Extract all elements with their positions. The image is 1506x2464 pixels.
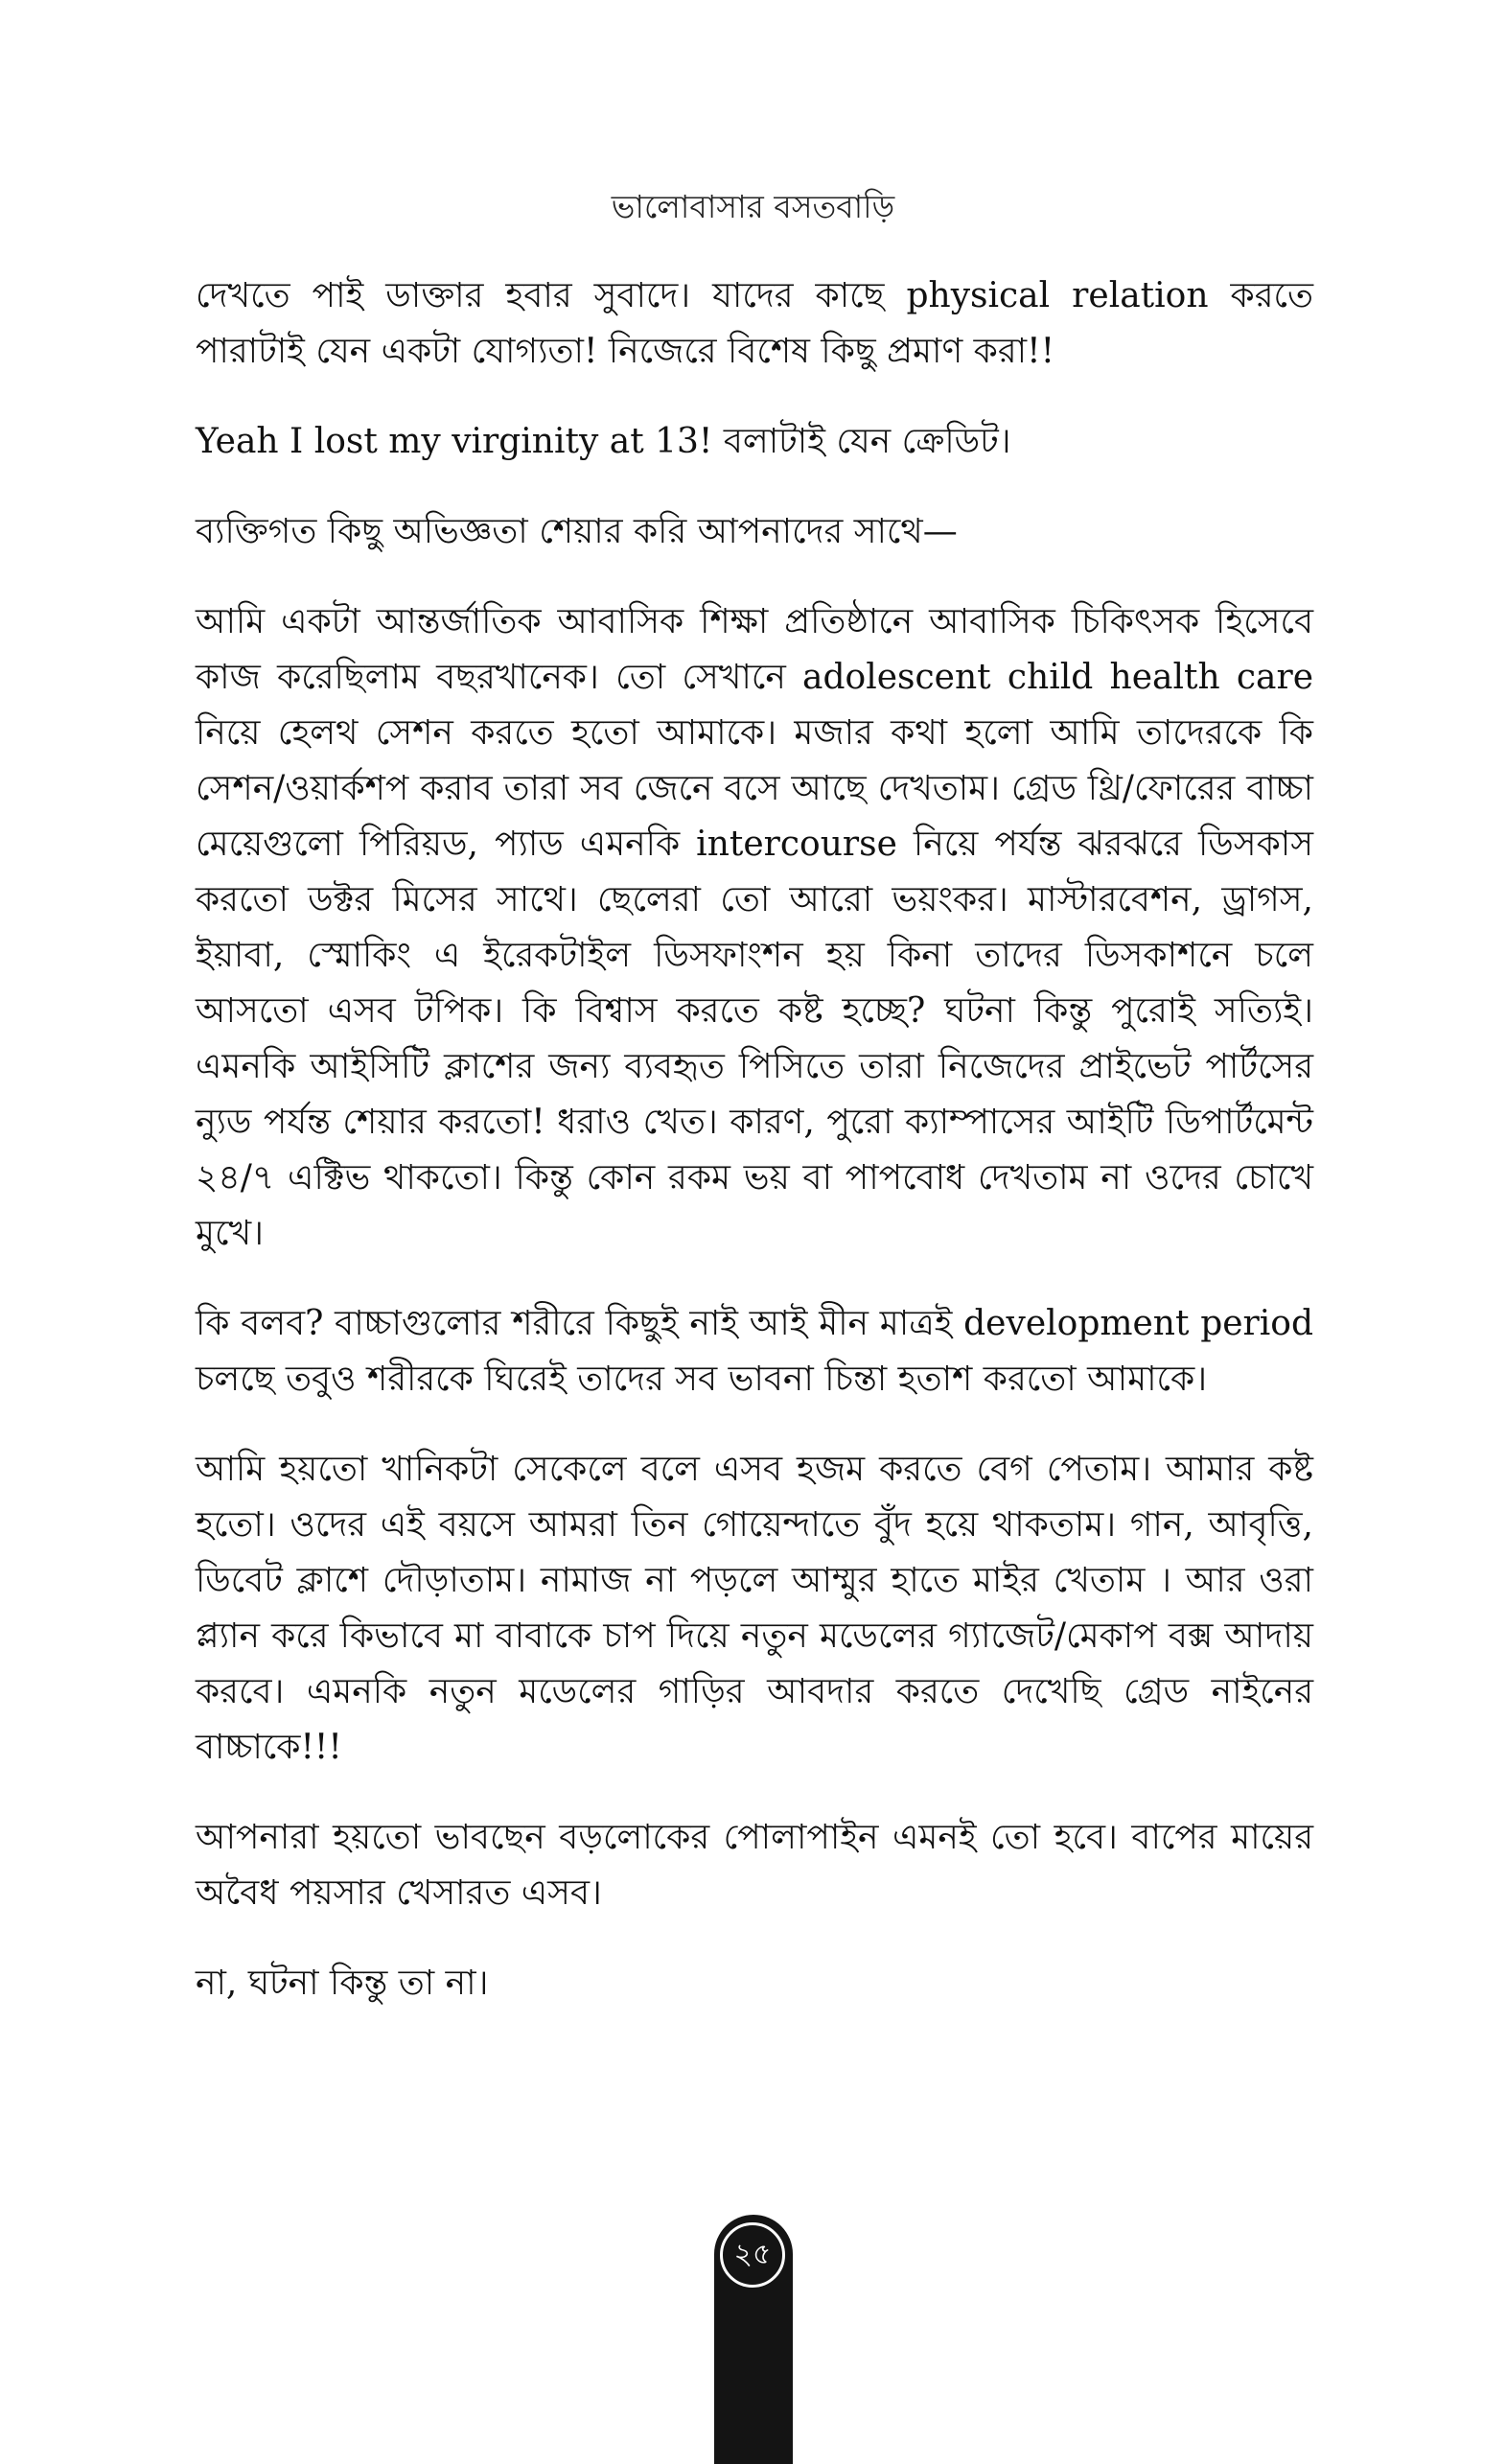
page-number: ২৫ xyxy=(733,2238,772,2271)
paragraph-5: কি বলব? বাচ্চাগুলোর শরীরে কিছুই নাই আই মীন মাত্রই development period চলছে তবুও শরীরকে ঘিরেই তাদের সব ভাবনা চিন্তা হতাশ করতো আমাকে। xyxy=(196,1304,1313,1399)
body-text xyxy=(196,268,1313,2046)
page-number-badge xyxy=(720,2222,785,2288)
paragraph-8: না, ঘটনা কিন্তু তা না। xyxy=(196,1964,489,2003)
paragraph-6: আমি হয়তো খানিকটা সেকেলে বলে এসব হজম করতে বেগ পেতাম। আমার কষ্ট হতো। ওদের এই বয়সে আমরা তিন গোয়েন্দাতে বুঁদ হয়ে থাকতাম। গান, আবৃত্তি, ডিবেট ক্লাশে দৌড়াতাম। নামাজ না পড়লে আম্মুর হাতে মাইর খেতাম । আর ওরা প্ল্যান করে কিভাবে মা বাবাকে চাপ দিয়ে নতুন মডেলের গ্যাজেট/মেকাপ বক্স আদায় করবে। এমনকি নতুন মডেলের গাড়ির আবদার করতে দেখেছি গ্রেড নাইনের বাচ্চাকে!!! xyxy=(196,1450,1313,1767)
paragraph-1: দেখতে পাই ডাক্তার হবার সুবাদে। যাদের কাছে physical relation করতে পারাটাই যেন একটা যোগ্যতা! নিজেরে বিশেষ কিছু প্রমাণ করা!! xyxy=(196,276,1313,371)
paragraph-4: আমি একটা আন্তর্জাতিক আবাসিক শিক্ষা প্রতিষ্ঠানে আবাসিক চিকিৎসক হিসেবে কাজ করেছিলাম বছরখানেক। তো সেখানে adolescent child health care নিয়ে হেলথ সেশন করতে হতো আমাকে। মজার কথা হলো আমি তাদেরকে কি সেশন/ওয়ার্কশপ করাব তারা সব জেনে বসে আছে দেখতাম। গ্রেড থ্রি/ফোরের বাচ্চা মেয়েগুলো পিরিয়ড, প্যাড এমনকি intercourse নিয়ে পর্যন্ত ঝরঝরে ডিসকাস করতো ডক্টর মিসের সাথে। ছেলেরা তো আরো ভয়ংকর। মাস্টারবেশন, ড্রাগস, ইয়াবা, স্মোকিং এ ইরেকটাইল ডিসফাংশন হয় কিনা তাদের ডিসকাশনে চলে আসতো এসব টপিক। কি বিশ্বাস করতে কষ্ট হচ্ছে? ঘটনা কিন্তু পুরোই সত্যিই। এমনকি আইসিটি ক্লাশের জন্য ব্যবহৃত পিসিতে তারা নিজেদের প্রাইভেট পার্টসের ন্যুড পর্যন্ত শেয়ার করতো! ধরাও খেত। কারণ, পুরো ক্যাম্পাসের আইটি ডিপার্টমেন্ট ২৪/৭ এক্টিভ থাকতো। কিন্তু কোন রকম ভয় বা পাপবোধ দেখতাম না ওদের চোখে মুখে। xyxy=(196,602,1313,1253)
paragraph-2: Yeah I lost my virginity at 13! বলাটাই যেন ক্রেডিট। xyxy=(196,422,1011,461)
paragraph-7: আপনারা হয়তো ভাবছেন বড়লোকের পোলাপাইন এমনই তো হবে। বাপের মায়ের অবৈধ পয়সার খেসারত এসব। xyxy=(196,1818,1313,1913)
running-header: ভালোবাসার বসতবাড়ি xyxy=(611,188,895,225)
paragraph-3: ব্যক্তিগত কিছু অভিজ্ঞতা শেয়ার করি আপনাদের সাথে— xyxy=(196,512,958,551)
page-number-tab xyxy=(714,2215,793,2464)
